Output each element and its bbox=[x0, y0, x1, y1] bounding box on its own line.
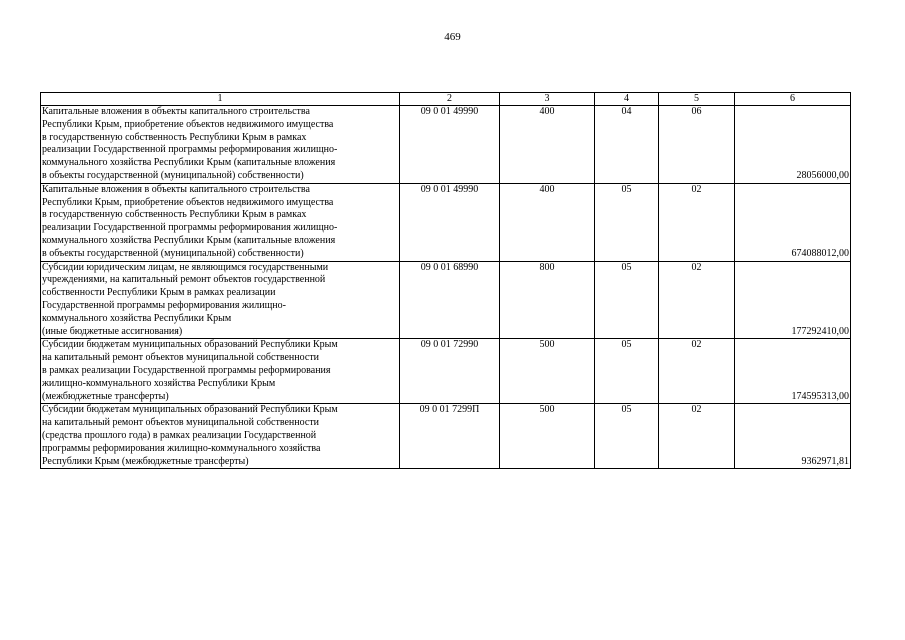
row-section: 05 bbox=[595, 261, 659, 339]
table-header-row bbox=[41, 93, 851, 106]
row-expense-type: 800 bbox=[500, 261, 595, 339]
row-expense-type: 500 bbox=[500, 339, 595, 404]
row-subsection: 06 bbox=[659, 106, 735, 184]
column-header: 2 bbox=[400, 93, 500, 106]
row-section: 05 bbox=[595, 183, 659, 261]
row-subsection: 02 bbox=[659, 404, 735, 469]
row-target-code: 09 0 01 68990 bbox=[400, 261, 500, 339]
row-section: 05 bbox=[595, 339, 659, 404]
row-amount: 674088012,00 bbox=[735, 183, 851, 261]
row-target-code: 09 0 01 7299П bbox=[400, 404, 500, 469]
table-row bbox=[41, 404, 851, 469]
column-header: 3 bbox=[500, 93, 595, 106]
row-subsection: 02 bbox=[659, 183, 735, 261]
table-row bbox=[41, 183, 851, 261]
row-subsection: 02 bbox=[659, 261, 735, 339]
row-subsection: 02 bbox=[659, 339, 735, 404]
row-description: Субсидии юридическим лицам, не являющимся государственными учреждениями, на капитальный ремонт объектов государственной собственности Республики Крым в рамках реализации Государственной программы реформирования жилищно- коммунального хозяйства Республики Крым (иные бюджетные ассигнования) bbox=[41, 261, 400, 339]
row-amount: 9362971,81 bbox=[735, 404, 851, 469]
row-expense-type: 500 bbox=[500, 404, 595, 469]
column-header: 1 bbox=[41, 93, 400, 106]
row-target-code: 09 0 01 49990 bbox=[400, 106, 500, 184]
page-number: 469 bbox=[444, 31, 461, 43]
table-row bbox=[41, 106, 851, 184]
row-amount: 177292410,00 bbox=[735, 261, 851, 339]
row-expense-type: 400 bbox=[500, 183, 595, 261]
column-header: 5 bbox=[659, 93, 735, 106]
row-section: 04 bbox=[595, 106, 659, 184]
row-description: Капитальные вложения в объекты капитального строительства Республики Крым, приобретение объектов недвижимого имущества в государственную собственность Республики Крым в рамках реализации Государственной программы реформирования жилищно- коммунального хозяйства Республики Крым (капитальные вложения в объекты государственной (муниципальной) собственности) bbox=[41, 106, 400, 184]
row-description: Субсидии бюджетам муниципальных образований Республики Крым на капитальный ремонт объектов муниципальной собственности (средства прошлого года) в рамках реализации Государственной программы реформирования жилищно-коммунального хозяйства Республики Крым (межбюджетные трансферты) bbox=[41, 404, 400, 469]
row-description: Капитальные вложения в объекты капитального строительства Республики Крым, приобретение объектов недвижимого имущества в государственную собственность Республики Крым в рамках реализации Государственной программы реформирования жилищно- коммунального хозяйства Республики Крым (капитальные вложения в объекты государственной (муниципальной) собственности) bbox=[41, 183, 400, 261]
row-description: Субсидии бюджетам муниципальных образований Республики Крым на капитальный ремонт объектов муниципальной собственности в рамках реализации Государственной программы реформирования жилищно-коммунального хозяйства Республики Крым (межбюджетные трансферты) bbox=[41, 339, 400, 404]
column-header: 4 bbox=[595, 93, 659, 106]
row-expense-type: 400 bbox=[500, 106, 595, 184]
row-section: 05 bbox=[595, 404, 659, 469]
row-amount: 28056000,00 bbox=[735, 106, 851, 184]
column-header: 6 bbox=[735, 93, 851, 106]
row-amount: 174595313,00 bbox=[735, 339, 851, 404]
budget-table bbox=[40, 92, 851, 469]
row-target-code: 09 0 01 49990 bbox=[400, 183, 500, 261]
table-row bbox=[41, 261, 851, 339]
row-target-code: 09 0 01 72990 bbox=[400, 339, 500, 404]
table-row bbox=[41, 339, 851, 404]
